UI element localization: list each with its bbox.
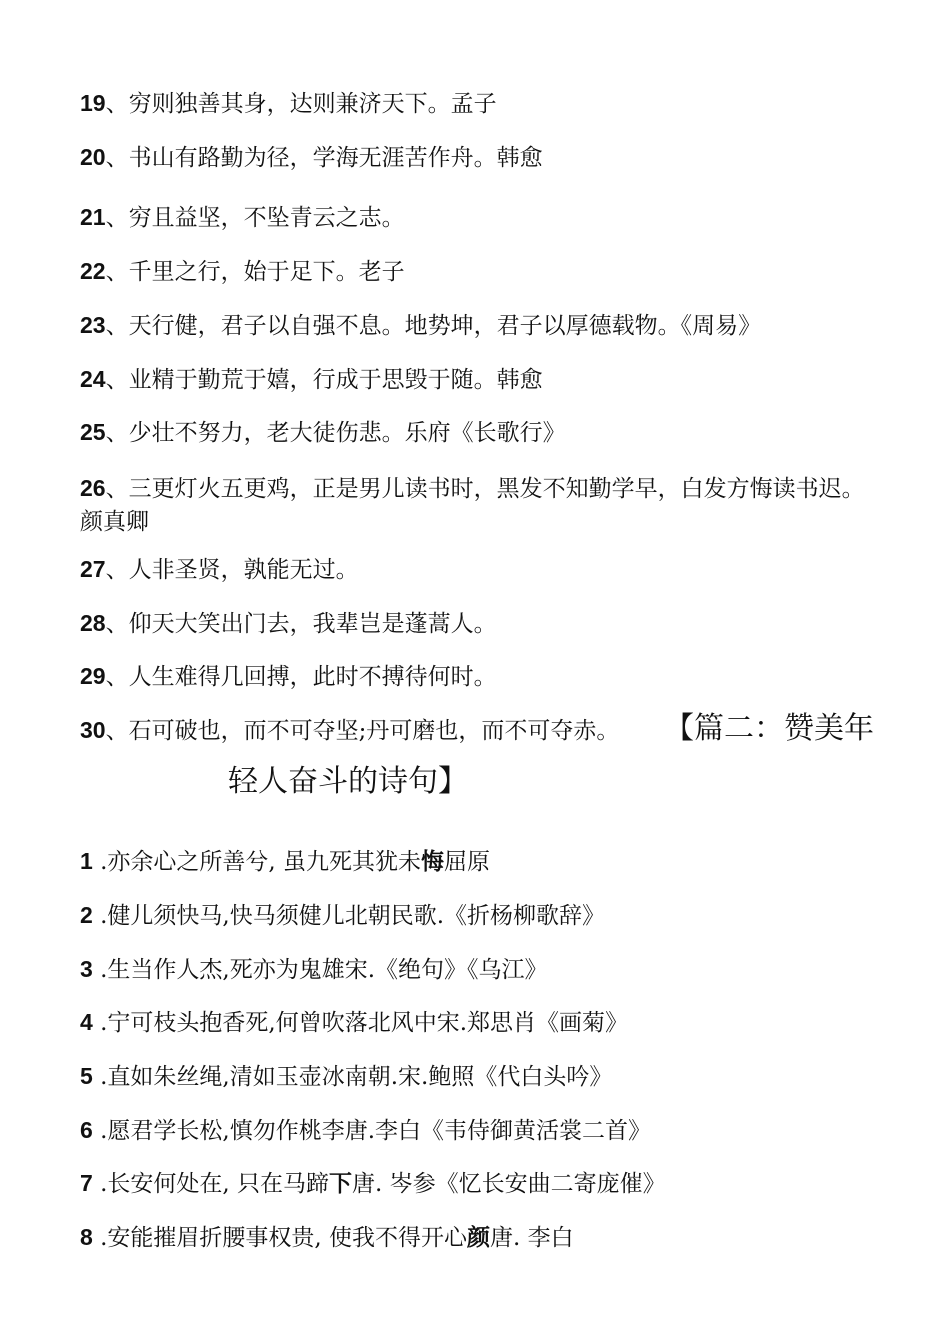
item-separator: 、 xyxy=(105,718,129,744)
item-separator: 、 xyxy=(105,420,129,446)
item-number: 24 xyxy=(80,366,106,392)
item-separator: 、 xyxy=(105,313,129,339)
item-separator: . xyxy=(92,1064,108,1090)
item-separator: 、 xyxy=(105,145,129,171)
item-text: 健儿须快马,快马须健儿北朝民歌.《折杨柳歌辞》 xyxy=(107,903,606,929)
item-number: 4 xyxy=(80,1009,93,1035)
item-text: 人非圣贤，孰能无过。 xyxy=(128,557,359,583)
poem-item-8 xyxy=(80,1222,880,1254)
item-text: 业精于勤荒于嬉，行成于思毁于随。韩愈 xyxy=(128,367,543,393)
item-separator: . xyxy=(92,849,108,875)
item-number: 19 xyxy=(80,90,106,116)
item-number: 20 xyxy=(80,144,106,170)
quote-item-28 xyxy=(80,608,880,640)
item-separator: 、 xyxy=(105,91,129,117)
item-author: 屈原 xyxy=(444,849,491,875)
item-text: 仰天大笑出门去，我辈岂是蓬蒿人。 xyxy=(128,611,497,637)
quote-item-26 xyxy=(80,472,880,539)
poem-item-2 xyxy=(80,900,880,932)
item-separator: 、 xyxy=(105,557,129,583)
item-separator: 、 xyxy=(105,664,129,690)
item-separator: . xyxy=(92,1225,108,1251)
item-text: 宁可枝头抱香死,何曾吹落北风中宋.郑思肖《画菊》 xyxy=(107,1010,629,1036)
item-number: 2 xyxy=(80,902,93,928)
item-separator: . xyxy=(92,1171,108,1197)
quote-item-23 xyxy=(80,310,880,342)
item-text: 长安何处在, 只在马蹄 xyxy=(107,1171,330,1197)
item-text: 天行健，君子以自强不息。地势坤，君子以厚德载物。《周易》 xyxy=(128,313,762,339)
quote-item-24 xyxy=(80,364,880,396)
item-emphasis: 下 xyxy=(329,1170,353,1197)
item-number: 22 xyxy=(80,258,106,284)
item-number: 1 xyxy=(80,848,93,874)
item-separator: 、 xyxy=(105,205,129,231)
item-separator: . xyxy=(92,1010,108,1036)
item-separator: . xyxy=(92,1118,108,1144)
item-number: 29 xyxy=(80,663,106,689)
item-text: 人生难得几回搏，此时不搏待何时。 xyxy=(128,664,497,690)
quote-item-27 xyxy=(80,554,880,586)
item-text: 千里之行，始于足下。老子 xyxy=(128,259,405,285)
item-number: 7 xyxy=(80,1170,93,1196)
quote-item-22 xyxy=(80,256,880,288)
item-text: 三更灯火五更鸡，正是男儿读书时，黑发不知勤学早，白发方悔读书迟。颜真卿 xyxy=(80,476,865,535)
item-number: 21 xyxy=(80,204,106,230)
item-emphasis: 悔 xyxy=(421,848,445,875)
item-number: 8 xyxy=(80,1224,93,1250)
item-separator: . xyxy=(92,903,108,929)
item-separator: 、 xyxy=(105,259,129,285)
quote-item-19 xyxy=(80,88,880,120)
poem-item-5 xyxy=(80,1061,880,1093)
item-emphasis: 颜 xyxy=(467,1224,491,1251)
section-heading-part1: 【篇二：赞美年 xyxy=(664,711,874,746)
item-separator: 、 xyxy=(105,367,129,393)
item-number: 25 xyxy=(80,419,106,445)
item-number: 30 xyxy=(80,717,106,743)
item-text: 亦余心之所善兮, 虽九死其犹未 xyxy=(107,849,422,875)
item-number: 23 xyxy=(80,312,106,338)
item-number: 3 xyxy=(80,956,93,982)
item-author: 唐. 李白 xyxy=(490,1225,574,1251)
item-separator: 、 xyxy=(105,476,129,502)
item-number: 26 xyxy=(80,475,106,501)
item-text: 少壮不努力，老大徒伤悲。乐府《长歌行》 xyxy=(128,420,566,446)
item-author: 唐. 岑参《忆长安曲二寄庞催》 xyxy=(352,1171,666,1197)
quote-item-20 xyxy=(80,142,880,174)
item-number: 5 xyxy=(80,1063,93,1089)
section-heading-part2: 轻人奋斗的诗句】 xyxy=(228,764,468,799)
item-text: 安能摧眉折腰事权贵, 使我不得开心 xyxy=(107,1225,468,1251)
poem-item-6 xyxy=(80,1115,880,1147)
quote-item-29 xyxy=(80,661,880,693)
item-text: 石可破也，而不可夺坚;丹可磨也，而不可夺赤。 xyxy=(128,718,620,744)
item-text: 直如朱丝绳,清如玉壶冰南朝.宋.鲍照《代白头吟》 xyxy=(107,1064,613,1090)
item-number: 28 xyxy=(80,610,106,636)
poem-item-7 xyxy=(80,1168,880,1200)
item-text: 穷则独善其身，达则兼济天下。孟子 xyxy=(128,91,497,117)
quote-item-25 xyxy=(80,417,880,449)
poem-item-4 xyxy=(80,1007,880,1039)
item-number: 6 xyxy=(80,1117,93,1143)
item-separator: 、 xyxy=(105,611,129,637)
item-text: 穷且益坚，不坠青云之志。 xyxy=(128,205,405,231)
quote-item-21 xyxy=(80,202,880,234)
item-text: 书山有路勤为径，学海无涯苦作舟。韩愈 xyxy=(128,145,543,171)
item-text: 生当作人杰,死亦为鬼雄宋.《绝句》《乌江》 xyxy=(107,957,548,983)
item-text: 愿君学长松,慎勿作桃李唐.李白《韦侍御黄活裳二首》 xyxy=(107,1118,652,1144)
poem-item-3 xyxy=(80,954,880,986)
item-separator: . xyxy=(92,957,108,983)
poem-item-1 xyxy=(80,846,880,878)
item-number: 27 xyxy=(80,556,106,582)
